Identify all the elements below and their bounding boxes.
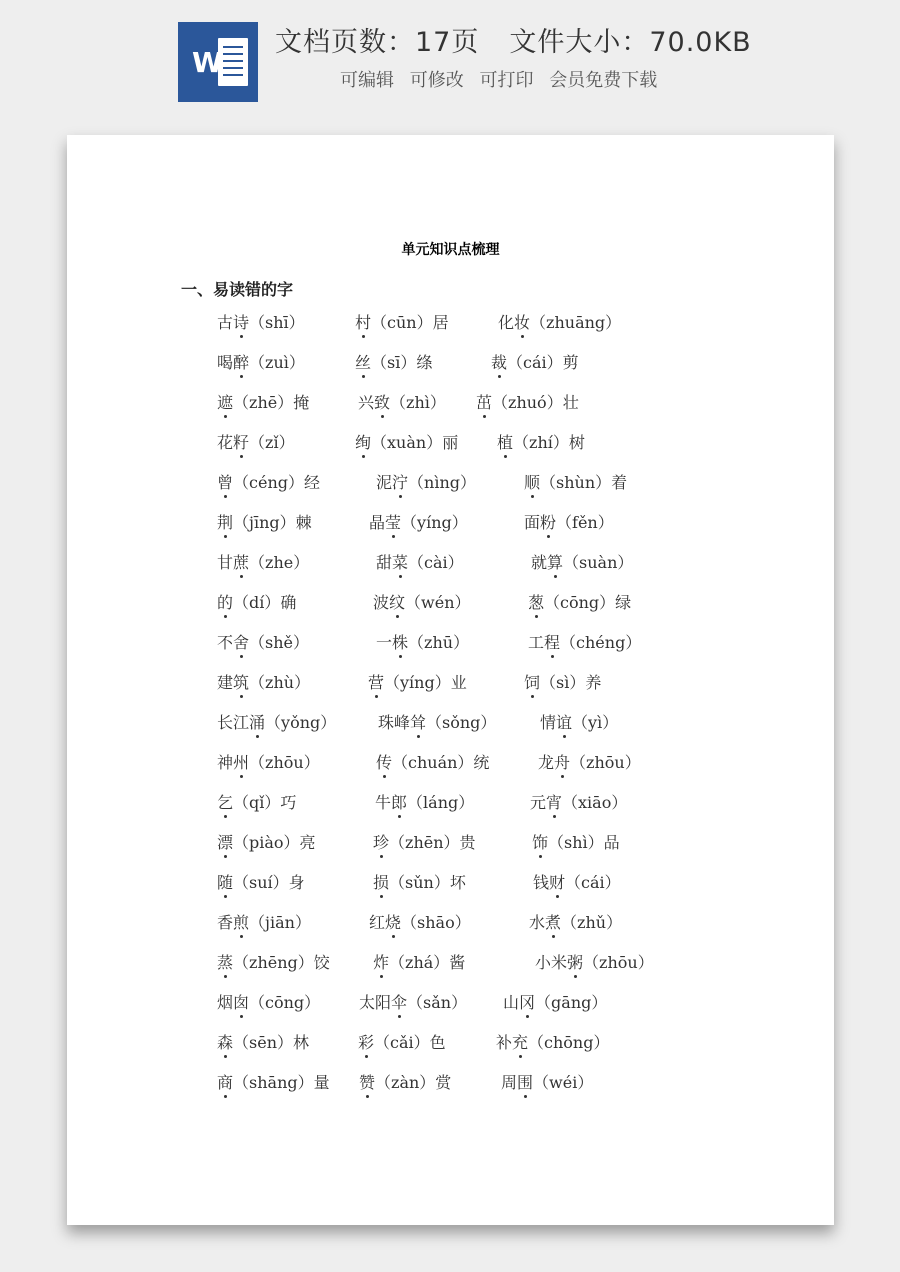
pinyin-annotation: （cái）	[565, 873, 621, 892]
dotted-character: 围	[517, 1073, 534, 1092]
dotted-character: 泞	[392, 473, 409, 492]
dotted-character: 荆	[217, 513, 234, 532]
dotted-character: 葱	[528, 593, 545, 612]
word-prefix: 太阳	[359, 993, 392, 1012]
dotted-character: 算	[547, 553, 564, 572]
pinyin-annotation: （sēn）林	[233, 1033, 310, 1052]
dotted-character: 的	[217, 593, 234, 612]
word-entry	[376, 750, 489, 773]
pinyin-annotation: （zhuó）壮	[492, 393, 579, 412]
word-entry	[376, 630, 469, 653]
word-entry	[359, 990, 467, 1013]
word-entry	[217, 310, 305, 333]
dotted-character: 纹	[389, 593, 406, 612]
pinyin-annotation: （shī）	[249, 313, 305, 332]
word-entry	[217, 390, 309, 413]
dotted-character: 珍	[373, 833, 390, 852]
pinyin-annotation: （cōng）	[249, 993, 321, 1012]
word-entry	[368, 670, 467, 693]
word-entry	[217, 950, 330, 973]
pinyin-annotation: （zhuāng）	[530, 313, 622, 332]
pinyin-annotation: （wéi）	[533, 1073, 594, 1092]
word-prefix: 甜	[376, 553, 393, 572]
dotted-character: 充	[512, 1033, 529, 1052]
pinyin-annotation: （zhì）	[390, 393, 446, 412]
pinyin-annotation: （zuì）	[249, 353, 305, 372]
feature-modifiable: 可修改	[409, 70, 464, 91]
pinyin-annotation: （nìng）	[408, 473, 477, 492]
word-entry	[358, 390, 446, 413]
word-row	[67, 510, 834, 536]
word-entry	[524, 670, 601, 693]
word-entry	[359, 1070, 451, 1093]
dotted-character: 乞	[217, 793, 234, 812]
word-entry	[503, 990, 607, 1013]
word-row	[67, 710, 834, 736]
word-row	[67, 670, 834, 696]
pinyin-annotation: （jiān）	[249, 913, 311, 932]
pinyin-annotation: （suí）身	[233, 873, 305, 892]
word-logo-letter: W	[192, 46, 223, 79]
dotted-character: 谊	[556, 713, 573, 732]
dotted-character: 莹	[385, 513, 402, 532]
word-entry	[373, 870, 466, 893]
word-entry	[497, 430, 585, 453]
file-size-label: 文件大小：70.0KB	[509, 27, 752, 58]
dotted-character: 彩	[358, 1033, 375, 1052]
dotted-character: 蒸	[217, 953, 234, 972]
pinyin-annotation: （cài）	[408, 553, 464, 572]
word-prefix: 波	[373, 593, 390, 612]
word-row	[67, 950, 834, 976]
pinyin-annotation: （yì）	[572, 713, 619, 732]
word-entry	[376, 470, 476, 493]
pinyin-annotation: （shì）品	[548, 833, 620, 852]
word-entry	[529, 910, 622, 933]
word-entry	[373, 830, 476, 853]
pinyin-annotation: （jīng）棘	[233, 513, 312, 532]
pinyin-annotation: （xiāo）	[562, 793, 628, 812]
word-entry	[217, 630, 309, 653]
feature-editable: 可编辑	[340, 70, 394, 91]
dotted-character: 营	[368, 673, 385, 692]
word-entry	[217, 590, 296, 613]
pinyin-annotation: （zàn）赏	[375, 1073, 452, 1092]
pinyin-annotation: （wén）	[405, 593, 471, 612]
dotted-character: 囱	[233, 993, 250, 1012]
word-prefix: 烟	[217, 993, 234, 1012]
word-entry	[531, 550, 633, 573]
dotted-character: 赞	[359, 1073, 376, 1092]
word-entry	[496, 1030, 609, 1053]
pinyin-annotation: （zhōu）	[249, 753, 320, 772]
word-prefix: 补	[496, 1033, 513, 1052]
word-entry	[498, 310, 621, 333]
pinyin-annotation: （gāng）	[535, 993, 608, 1012]
pinyin-annotation: （zhe）	[249, 553, 310, 572]
dotted-character: 宵	[546, 793, 563, 812]
dotted-character: 粉	[540, 513, 557, 532]
dotted-character: 籽	[233, 433, 250, 452]
word-row	[67, 590, 834, 616]
pinyin-annotation: （shě）	[249, 633, 310, 652]
dotted-character: 煎	[233, 913, 250, 932]
dotted-character: 顺	[524, 473, 541, 492]
dotted-character: 筑	[233, 673, 250, 692]
pinyin-annotation: （zhōu）	[570, 753, 641, 772]
word-entry	[476, 390, 579, 413]
feature-printable: 可打印	[479, 70, 534, 91]
dotted-character: 致	[374, 393, 391, 412]
dotted-character: 煮	[545, 913, 562, 932]
word-row	[67, 310, 834, 336]
pinyin-annotation: （chéng）	[560, 633, 642, 652]
word-prefix: 一	[376, 633, 393, 652]
document-info-header	[0, 0, 900, 120]
word-prefix: 周	[501, 1073, 518, 1092]
word-row	[67, 470, 834, 496]
pinyin-annotation: （sǎn）	[407, 993, 468, 1012]
word-prefix: 香	[217, 913, 234, 932]
dotted-character: 郎	[391, 793, 408, 812]
pinyin-annotation: （yǒng）	[265, 713, 337, 732]
word-entry	[369, 510, 468, 533]
pinyin-annotation: （xuàn）丽	[371, 433, 459, 452]
dotted-character: 程	[544, 633, 561, 652]
pinyin-annotation: （yíng）	[401, 513, 468, 532]
pinyin-annotation: （cūn）居	[371, 313, 449, 332]
word-entry	[217, 470, 320, 493]
word-entry	[491, 350, 579, 373]
word-entry	[355, 350, 432, 373]
word-entry	[217, 790, 296, 813]
word-entry	[217, 350, 305, 373]
dotted-character: 茁	[476, 393, 493, 412]
pinyin-annotation: （zhù）	[249, 673, 311, 692]
dotted-character: 伞	[391, 993, 408, 1012]
pinyin-annotation: （zhōu）	[583, 953, 654, 972]
word-row	[67, 790, 834, 816]
pinyin-annotation: （zhū）	[408, 633, 470, 652]
pinyin-annotation: （zhē）掩	[233, 393, 310, 412]
dotted-character: 菜	[392, 553, 409, 572]
word-prefix: 长江	[217, 713, 250, 732]
pinyin-annotation: （yíng）业	[384, 673, 467, 692]
page-count-label: 文档页数：17页	[275, 27, 480, 58]
word-prefix: 元	[530, 793, 547, 812]
word-entry	[540, 710, 618, 733]
word-row	[67, 430, 834, 456]
word-prefix: 情	[540, 713, 557, 732]
word-entry	[217, 910, 311, 933]
pinyin-annotation: （cōng）绿	[544, 593, 632, 612]
dotted-character: 州	[233, 753, 250, 772]
word-prefix: 就	[531, 553, 548, 572]
word-prefix: 面	[524, 513, 541, 532]
word-entry	[378, 710, 496, 733]
word-prefix: 山	[503, 993, 520, 1012]
dotted-character: 丝	[355, 353, 372, 372]
word-prefix: 不	[217, 633, 234, 652]
word-entry	[524, 470, 627, 493]
pinyin-annotation: （sǔn）坏	[389, 873, 466, 892]
pinyin-annotation: （zhá）酱	[389, 953, 466, 972]
dotted-character: 炸	[373, 953, 390, 972]
dotted-character: 财	[549, 873, 566, 892]
pinyin-annotation: （sì）养	[540, 673, 602, 692]
word-entry	[355, 430, 458, 453]
dotted-character: 冈	[519, 993, 536, 1012]
word-prefix: 工	[528, 633, 545, 652]
word-entry	[217, 430, 295, 453]
dotted-character: 损	[373, 873, 390, 892]
word-entry	[528, 630, 641, 653]
word-entry	[538, 750, 641, 773]
word-prefix: 甘	[217, 553, 234, 572]
word-prefix: 钱	[533, 873, 550, 892]
word-entry	[355, 310, 449, 333]
word-entry	[217, 870, 305, 893]
word-entry	[373, 590, 471, 613]
word-row	[67, 390, 834, 416]
word-entry	[217, 830, 316, 853]
pinyin-annotation: （fěn）	[556, 513, 614, 532]
pinyin-annotation: （zhēng）饺	[233, 953, 330, 972]
pinyin-annotation: （zhí）树	[513, 433, 585, 452]
word-entry	[376, 550, 464, 573]
document-meta	[275, 20, 752, 59]
word-entry	[533, 870, 621, 893]
word-prefix: 珠峰	[378, 713, 411, 732]
word-entry	[217, 550, 309, 573]
dotted-character: 植	[497, 433, 514, 452]
dotted-character: 漂	[217, 833, 234, 852]
word-prefix: 龙	[538, 753, 555, 772]
feature-member-download: 会员免费下载	[549, 70, 658, 91]
word-prefix: 晶	[369, 513, 386, 532]
word-row	[67, 350, 834, 376]
dotted-character: 遮	[217, 393, 234, 412]
word-entry	[217, 670, 310, 693]
document-page	[67, 135, 834, 1225]
dotted-character: 涌	[249, 713, 266, 732]
word-prefix: 建	[217, 673, 234, 692]
dotted-character: 耸	[410, 713, 427, 732]
dotted-character: 株	[392, 633, 409, 652]
pinyin-annotation: （chōng）	[528, 1033, 610, 1052]
pinyin-annotation: （zhǔ）	[561, 913, 623, 932]
pinyin-annotation: （sǒng）	[426, 713, 497, 732]
word-entry	[524, 510, 614, 533]
dotted-character: 村	[355, 313, 372, 332]
pinyin-annotation: （zǐ）	[249, 433, 295, 452]
pinyin-annotation: （chuán）统	[392, 753, 490, 772]
word-row	[67, 1030, 834, 1056]
pinyin-annotation: （cái）剪	[507, 353, 579, 372]
word-entry	[217, 710, 336, 733]
word-entry	[217, 750, 320, 773]
dotted-character: 绚	[355, 433, 372, 452]
dotted-character: 烧	[385, 913, 402, 932]
pinyin-annotation: （shùn）着	[540, 473, 628, 492]
word-prefix: 神	[217, 753, 234, 772]
word-prefix: 花	[217, 433, 234, 452]
pinyin-annotation: （shāng）量	[233, 1073, 330, 1092]
pinyin-annotation: （cǎi）色	[374, 1033, 446, 1052]
dotted-character: 饲	[524, 673, 541, 692]
word-prefix: 化	[498, 313, 515, 332]
word-entry	[217, 1070, 330, 1093]
word-prefix: 兴	[358, 393, 375, 412]
dotted-character: 传	[376, 753, 393, 772]
word-row	[67, 870, 834, 896]
word-entry	[358, 1030, 446, 1053]
word-prefix: 小米	[535, 953, 568, 972]
dotted-character: 粥	[567, 953, 584, 972]
word-row	[67, 750, 834, 776]
word-entry	[217, 1030, 309, 1053]
pinyin-annotation: （suàn）	[563, 553, 634, 572]
word-prefix: 牛	[375, 793, 392, 812]
word-row	[67, 910, 834, 936]
word-entry	[375, 790, 474, 813]
word-prefix: 水	[529, 913, 546, 932]
word-entry	[217, 990, 320, 1013]
word-prefix: 红	[369, 913, 386, 932]
document-features	[340, 66, 667, 92]
dotted-character: 诗	[233, 313, 250, 332]
dotted-character: 饰	[532, 833, 549, 852]
word-prefix: 喝	[217, 353, 234, 372]
word-row	[67, 830, 834, 856]
pinyin-annotation: （zhēn）贵	[389, 833, 476, 852]
word-entry	[530, 790, 627, 813]
dotted-character: 蔗	[233, 553, 250, 572]
pinyin-annotation: （céng）经	[233, 473, 320, 492]
word-entry	[535, 950, 654, 973]
pinyin-annotation: （dí）确	[233, 593, 297, 612]
word-prefix: 泥	[376, 473, 393, 492]
word-prefix: 古	[217, 313, 234, 332]
dotted-character: 舍	[233, 633, 250, 652]
word-entry	[217, 510, 312, 533]
word-row	[67, 630, 834, 656]
word-entry	[373, 950, 465, 973]
dotted-character: 裁	[491, 353, 508, 372]
dotted-character: 随	[217, 873, 234, 892]
word-entry	[532, 830, 620, 853]
pinyin-annotation: （shāo）	[401, 913, 471, 932]
word-row	[67, 1070, 834, 1096]
pinyin-annotation: （qǐ）巧	[233, 793, 297, 812]
word-entry	[369, 910, 471, 933]
dotted-character: 商	[217, 1073, 234, 1092]
word-row	[67, 990, 834, 1016]
pinyin-annotation: （láng）	[407, 793, 475, 812]
section-heading: 一、易读错的字	[181, 280, 294, 299]
word-document-icon	[178, 22, 258, 102]
dotted-character: 醉	[233, 353, 250, 372]
pinyin-annotation: （sī）绦	[371, 353, 433, 372]
word-row	[67, 550, 834, 576]
word-entry	[528, 590, 631, 613]
dotted-character: 妆	[514, 313, 531, 332]
pinyin-annotation: （piào）亮	[233, 833, 316, 852]
dotted-character: 森	[217, 1033, 234, 1052]
dotted-character: 曾	[217, 473, 234, 492]
dotted-character: 舟	[554, 753, 571, 772]
word-entry	[501, 1070, 593, 1093]
page-title: 单元知识点梳理	[401, 242, 500, 258]
